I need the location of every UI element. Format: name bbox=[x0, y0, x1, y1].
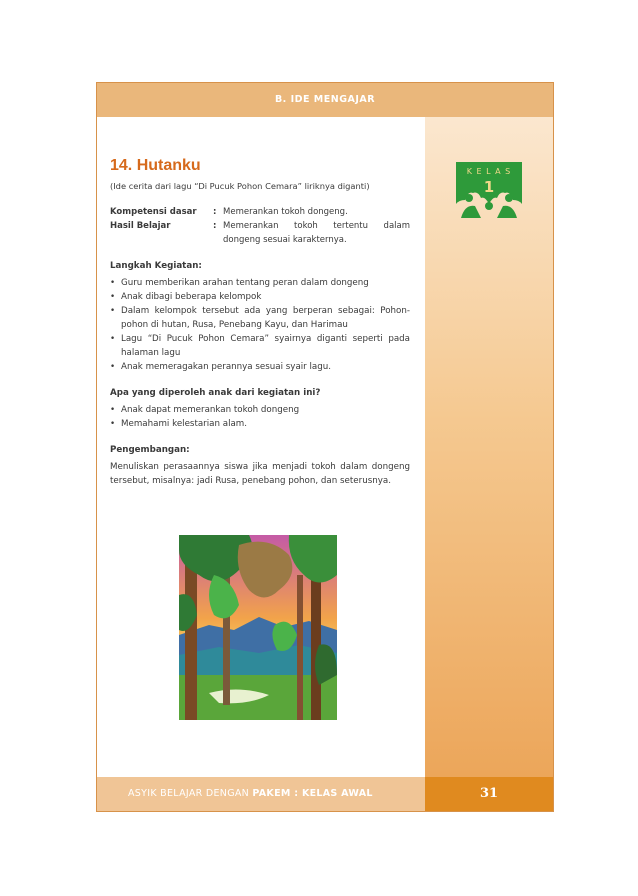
activity-title: 14. Hutanku bbox=[110, 157, 201, 174]
kompetensi-label: Kompetensi dasar bbox=[110, 207, 197, 217]
activity-subtitle: (Ide cerita dari lagu “Di Pucuk Pohon Cemara” liriknya diganti) bbox=[110, 181, 370, 191]
list-item: • Memahami kelestarian alam. bbox=[110, 417, 410, 431]
section-header: B. IDE MENGAJAR bbox=[274, 94, 376, 105]
diperoleh-list bbox=[110, 403, 410, 431]
pengembangan-text: Menuliskan perasaannya siswa jika menjadi tokoh dalam dongeng tersebut, misalnya: jadi Rusa, penebang pohon, dan seterusnya. bbox=[110, 462, 410, 486]
list-item: • Anak memeragakan perannya sesuai syair lagu. bbox=[110, 360, 410, 374]
kompetensi-colon: : bbox=[213, 207, 217, 217]
kelas-badge bbox=[453, 160, 525, 218]
hasil-colon: : bbox=[213, 221, 217, 231]
footer-bold: PAKEM : KELAS AWAL bbox=[252, 788, 373, 799]
kompetensi-row bbox=[110, 205, 410, 219]
kelas-number: 1 bbox=[483, 178, 495, 196]
kompetensi-value: Memerankan tokoh dongeng. bbox=[223, 207, 348, 217]
hasil-label: Hasil Belajar bbox=[110, 221, 171, 231]
langkah-list bbox=[110, 276, 410, 374]
footer-prefix: ASYIK BELAJAR DENGAN bbox=[128, 788, 253, 799]
list-item: • Anak dibagi beberapa kelompok bbox=[110, 290, 410, 304]
diperoleh-heading: Apa yang diperoleh anak dari kegiatan ini? bbox=[110, 388, 321, 398]
langkah-heading: Langkah Kegiatan: bbox=[110, 261, 202, 271]
forest-illustration bbox=[179, 535, 337, 720]
hasil-value: Memerankan tokoh tertentu dalam dongeng sesuai karakternya. bbox=[223, 221, 410, 245]
hasil-row bbox=[110, 219, 410, 247]
list-item: • Anak dapat memerankan tokoh dongeng bbox=[110, 403, 410, 417]
pengembangan-heading: Pengembangan: bbox=[110, 445, 190, 455]
list-item: • Lagu “Di Pucuk Pohon Cemara” syairnya diganti seperti pada halaman lagu bbox=[110, 332, 410, 360]
kelas-label: K E L A S bbox=[466, 167, 512, 176]
list-item: • Dalam kelompok tersebut ada yang berperan sebagai: Pohon-pohon di hutan, Rusa, Penebang Kayu, dan Harimau bbox=[110, 304, 410, 332]
list-item: • Guru memberikan arahan tentang peran dalam dongeng bbox=[110, 276, 410, 290]
footer-title bbox=[128, 777, 373, 811]
page-number: 31 bbox=[479, 786, 499, 801]
activity-content bbox=[110, 150, 410, 488]
